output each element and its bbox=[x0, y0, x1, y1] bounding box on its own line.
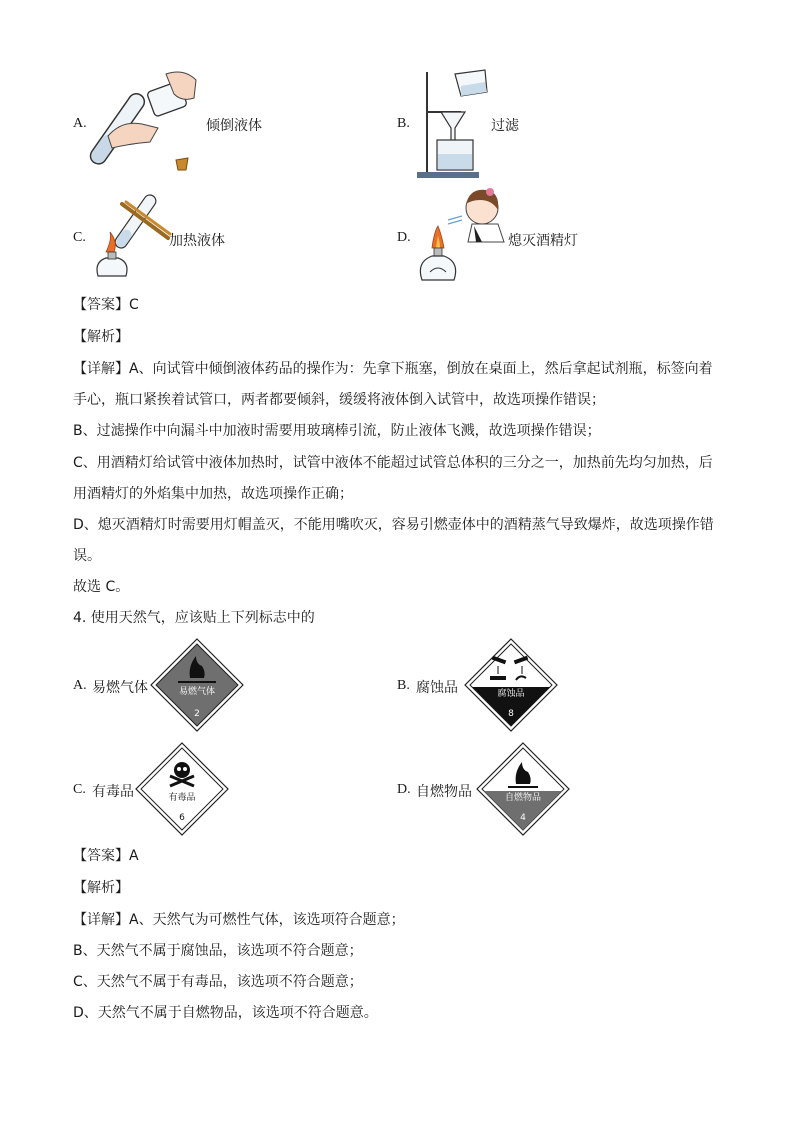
toxic-sign bbox=[135, 742, 229, 836]
q4-option-d-caption: 自燃物品 bbox=[416, 784, 472, 800]
filtration-illustration bbox=[415, 68, 491, 180]
q4-option-d-letter: D. bbox=[397, 782, 411, 797]
q4-explanation-line: D、天然气不属于自燃物品，该选项不符合题意。 bbox=[73, 1005, 378, 1021]
q4-answer: 【答案】A bbox=[73, 848, 139, 864]
sign-b-text: 腐蚀品 bbox=[497, 689, 525, 699]
option-a-letter: A. bbox=[73, 116, 87, 131]
q3-explanation-line: 用酒精灯的外焰集中加热，故选项操作正确； bbox=[73, 486, 353, 502]
pouring-liquid-illustration bbox=[88, 68, 208, 178]
option-b-caption: 过滤 bbox=[491, 118, 519, 134]
q3-explanation-line: D、熄灭酒精灯时需要用灯帽盖灭，不能用嘴吹灭，容易引燃壶体中的酒精蒸气导致爆炸，故选项操作错 bbox=[73, 517, 714, 533]
q3-explanation-line: 【详解】A、向试管中倾倒液体药品的操作为：先拿下瓶塞，倒放在桌面上，然后拿起试剂瓶，标签向着 bbox=[73, 361, 713, 377]
sign-b-number: 8 bbox=[508, 709, 514, 719]
q4-explanation-line: B、天然气不属于腐蚀品，该选项不符合题意； bbox=[73, 943, 363, 959]
q4-analysis-label: 【解析】 bbox=[73, 880, 129, 896]
flammable-gas-sign bbox=[150, 638, 244, 732]
q3-explanation-line: 误。 bbox=[73, 548, 101, 564]
q3-explanation-line: 故选 C。 bbox=[73, 579, 130, 595]
q4-option-c-caption: 有毒品 bbox=[92, 784, 134, 800]
sign-d-number: 4 bbox=[520, 813, 526, 823]
q4-option-a-caption: 易燃气体 bbox=[92, 680, 148, 696]
option-c-letter: C. bbox=[73, 230, 86, 245]
q3-explanation-line: 手心，瓶口紧挨着试管口，两者都要倾斜，缓缓将液体倒入试管中，故选项操作错误； bbox=[73, 392, 605, 408]
sign-c-text: 有毒品 bbox=[168, 793, 196, 803]
sign-a-text: 易燃气体 bbox=[178, 687, 216, 697]
q4-question: 4. 使用天然气，应该贴上下列标志中的 bbox=[73, 610, 315, 626]
corrosive-sign bbox=[464, 638, 558, 732]
q4-option-c-letter: C. bbox=[73, 782, 86, 797]
spontaneous-combustion-sign bbox=[476, 742, 570, 836]
option-d-caption: 熄灭酒精灯 bbox=[508, 233, 578, 249]
sign-a-number: 2 bbox=[194, 709, 200, 719]
sign-d-text: 自燃物品 bbox=[504, 793, 542, 803]
extinguishing-lamp-illustration bbox=[418, 186, 510, 286]
option-d-letter: D. bbox=[397, 230, 411, 245]
option-c-caption: 加热液体 bbox=[169, 233, 225, 249]
heating-liquid-illustration bbox=[92, 190, 172, 286]
option-b-letter: B. bbox=[397, 116, 410, 131]
q3-analysis-label: 【解析】 bbox=[73, 329, 129, 345]
q4-explanation-line: C、天然气不属于有毒品，该选项不符合题意； bbox=[73, 974, 363, 990]
q3-answer: 【答案】C bbox=[73, 297, 139, 313]
q4-explanation-line: 【详解】A、天然气为可燃性气体，该选项符合题意； bbox=[73, 912, 405, 928]
q4-option-b-caption: 腐蚀品 bbox=[416, 680, 458, 696]
option-a-caption: 倾倒液体 bbox=[206, 118, 262, 134]
q4-option-a-letter: A. bbox=[73, 678, 87, 693]
q3-explanation-line: B、过滤操作中向漏斗中加液时需要用玻璃棒引流，防止液体飞溅，故选项操作错误； bbox=[73, 423, 601, 439]
sign-c-number: 6 bbox=[179, 813, 185, 823]
q4-option-b-letter: B. bbox=[397, 678, 410, 693]
q3-explanation-line: C、用酒精灯给试管中液体加热时，试管中液体不能超过试管总体积的三分之一，加热前先均匀加热，后 bbox=[73, 455, 713, 471]
